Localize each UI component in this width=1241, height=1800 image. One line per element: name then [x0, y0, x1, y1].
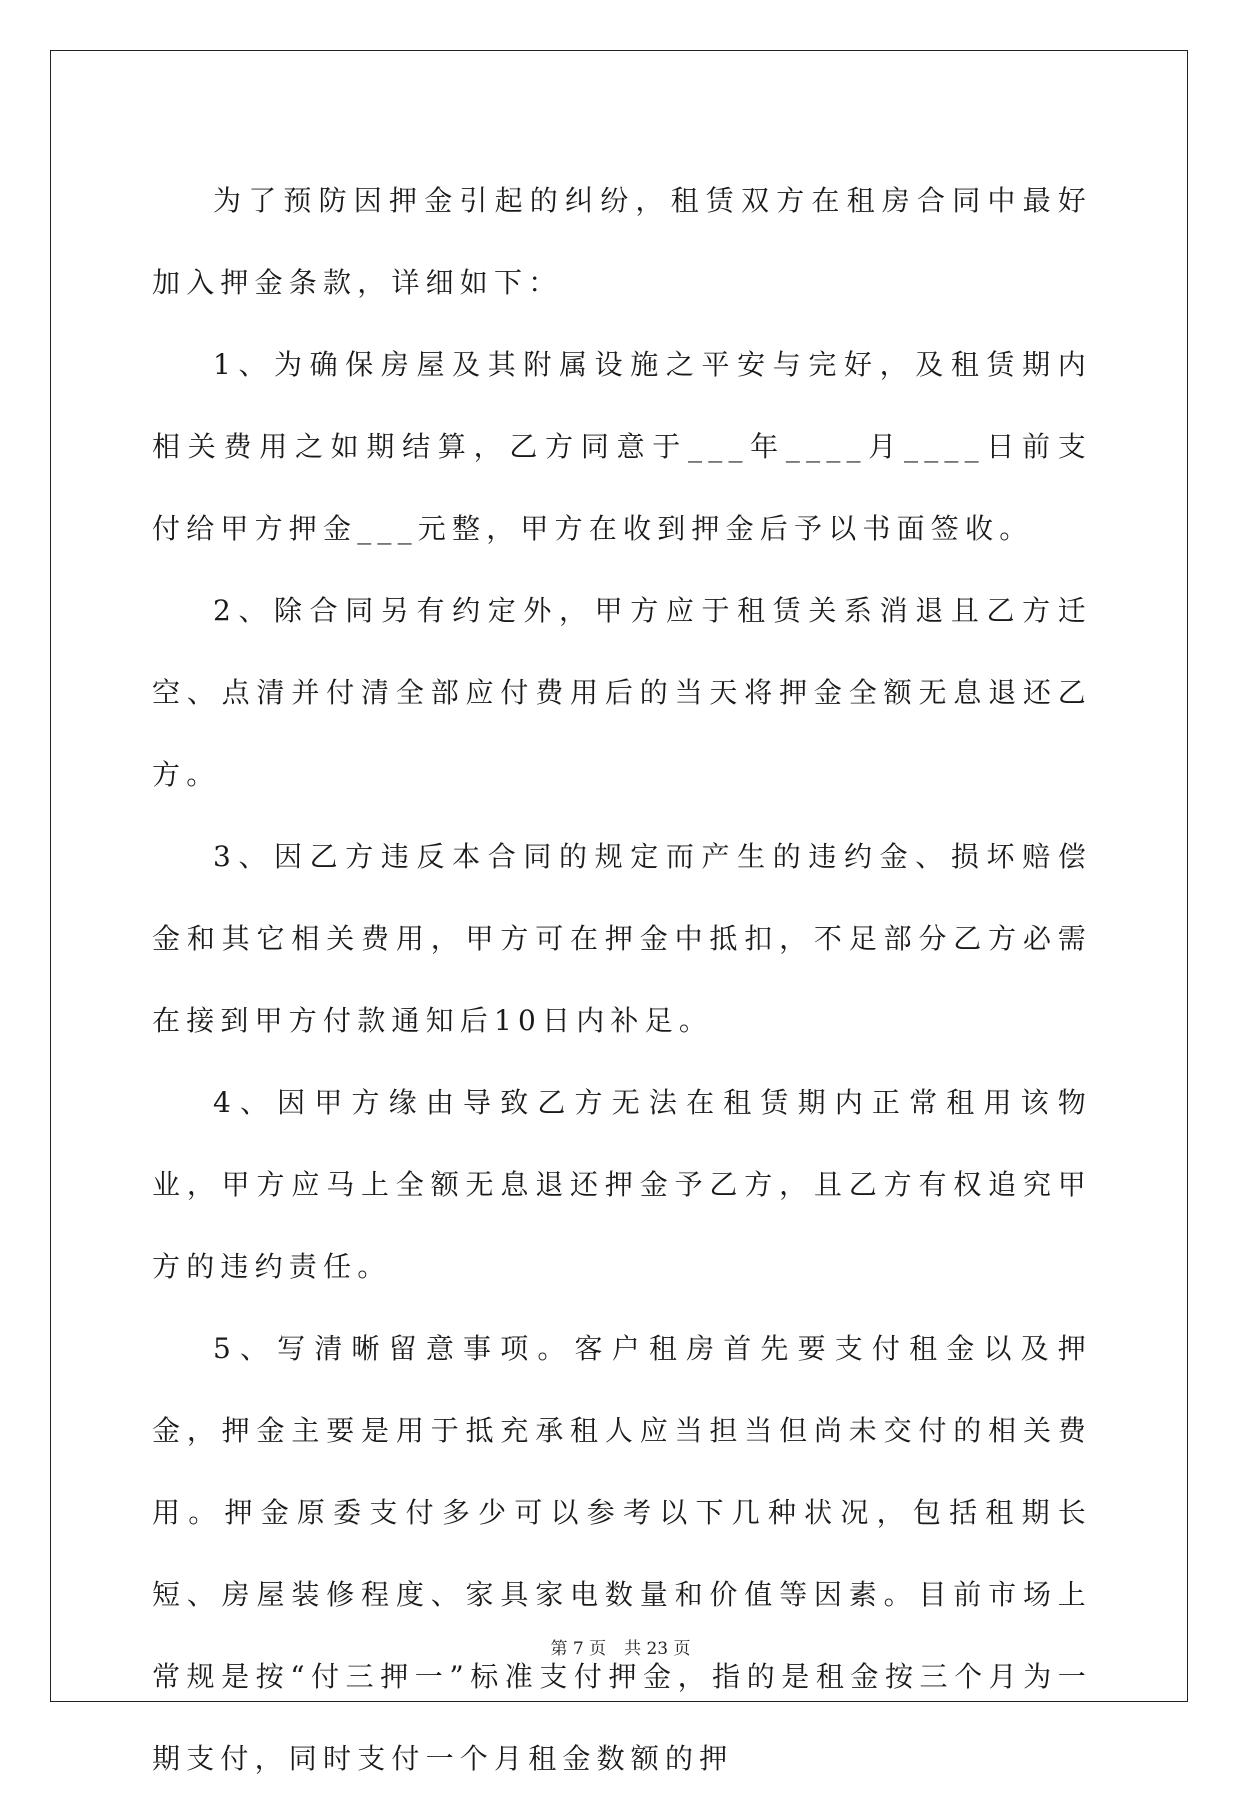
paragraph-clause-4: 4、因甲方缘由导致乙方无法在租赁期内正常租用该物业，甲方应马上全额无息退还押金予乙方，且乙方有权追究甲方的违约责任。 [152, 1086, 1092, 1283]
page-footer [0, 1634, 1241, 1659]
page-total: 共 23 页 [624, 1639, 691, 1659]
page-number: 第 7 页 [550, 1639, 607, 1659]
document-body [152, 160, 1092, 1800]
paragraph-clause-5: 5、写清晰留意事项。客户租房首先要支付租金以及押金，押金主要是用于抵充承租人应当担当但尚未交付的相关费用。押金原委支付多少可以参考以下几种状况，包括租期长短、房屋装修程度、家具家电数量和价值等因素。目前市场上常规是按“付三押一”标准支付押金，指的是租金按三个月为一期支付，同时支付一个月租金数额的押 [152, 1332, 1092, 1775]
paragraph-clause-2: 2、除合同另有约定外，甲方应于租赁关系消退且乙方迁空、点清并付清全部应付费用后的当天将押金全额无息退还乙方。 [152, 594, 1092, 791]
paragraph-clause-1: 1、为确保房屋及其附属设施之平安与完好，及租赁期内相关费用之如期结算，乙方同意于___年____月____日前支付给甲方押金___元整，甲方在收到押金后予以书面签收。 [152, 348, 1092, 545]
paragraph-intro: 为了预防因押金引起的纠纷，租赁双方在租房合同中最好加入押金条款，详细如下： [152, 184, 1092, 299]
paragraph-clause-3: 3、因乙方违反本合同的规定而产生的违约金、损坏赔偿金和其它相关费用，甲方可在押金中抵扣，不足部分乙方必需在接到甲方付款通知后10日内补足。 [152, 840, 1092, 1037]
